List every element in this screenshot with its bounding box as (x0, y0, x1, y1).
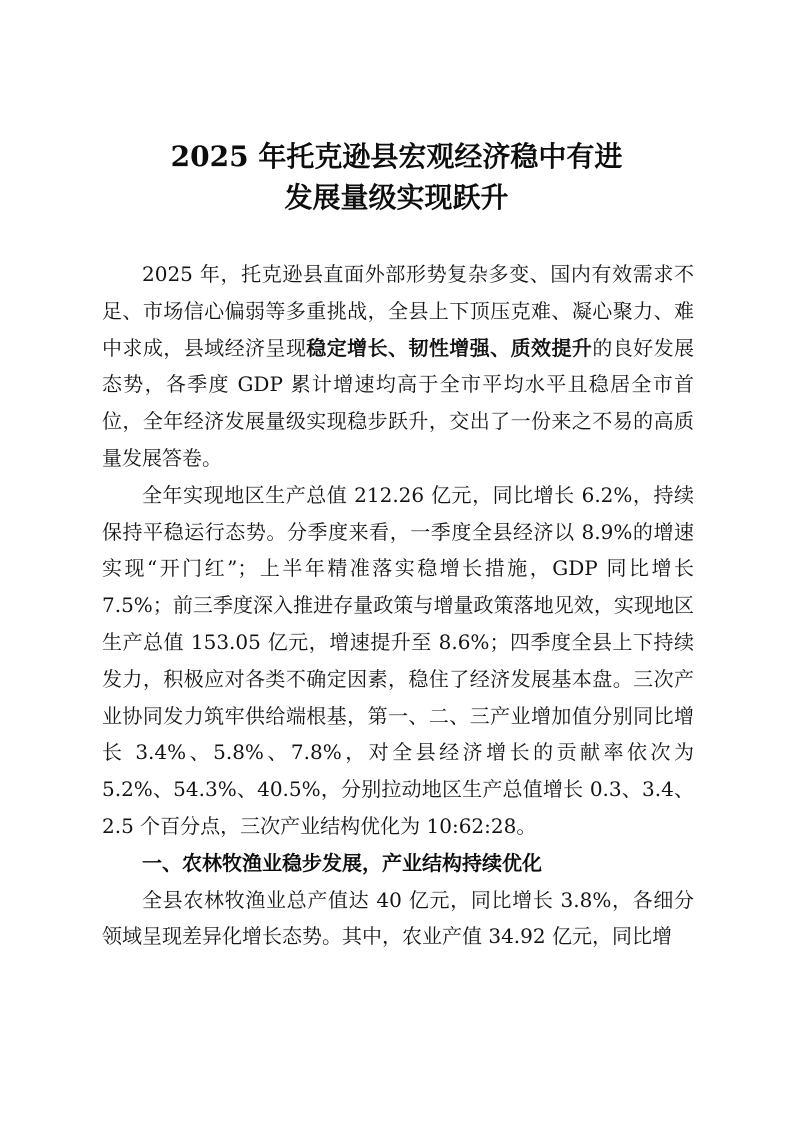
gdp-overview-paragraph: 全年实现地区生产总值 212.26 亿元，同比增长 6.2%，持续保持平稳运行态势。分季度来看，一季度全县经济以 8.9%的增速实现“开门红”；上半年精准落实稳增长措施，GDP 同比增长 7.5%；前三季度深入推进存量政策与增量政策落地见效，实现地区生产总值 153.05 亿元，增速提升至 8.6%；四季度全县上下持续发力，积极应对各类不确定因素，稳住了经济发展基本盘。三次产业协同发力筑牢供给端根基，第一、二、三产业增加值分别同比增长 3.4%、5.8%、7.8%，对全县经济增长的贡献率依次为 5.2%、54.3%、40.5%，分别拉动地区生产总值增长 0.3、3.4、2.5 个百分点，三次产业结构优化为 10:62:28。 (102, 482, 694, 838)
section-heading-agriculture: 一、农林牧渔业稳步发展，产业结构持续优化 (142, 850, 542, 875)
document-body (102, 256, 694, 955)
intro-paragraph (102, 256, 694, 477)
intro-text-before: 2025 年，托克逊县直面外部形势复杂多变、国内有效需求不足、市场信心偏弱等多重挑战，全县上下顶压克难、凝心聚力、难中求成，县域经济呈现 (102, 262, 694, 360)
document-title-line-2: 发展量级实现跃升 (284, 181, 509, 214)
highlight-separator: 、 (490, 335, 511, 360)
highlight-stable-growth: 稳定增长 (306, 335, 389, 360)
highlight-quality: 质效提升 (510, 335, 593, 360)
highlight-resilience: 韧性增强 (408, 335, 491, 360)
agriculture-paragraph: 全县农林牧渔业总产值达 40 亿元，同比增长 3.8%，各细分领域呈现差异化增长态势。其中，农业产值 34.92 亿元，同比增 (102, 887, 694, 949)
highlight-separator: 、 (388, 335, 409, 360)
document-title-line-1: 2025 年托克逊县宏观经济稳中有进 (170, 140, 623, 173)
intro-text-after: 的良好发展态势，各季度 GDP 累计增速均高于全市平均水平且稳居全市首位，全年经济发展量级实现稳步跃升，交出了一份来之不易的高质量发展答卷。 (102, 335, 695, 470)
